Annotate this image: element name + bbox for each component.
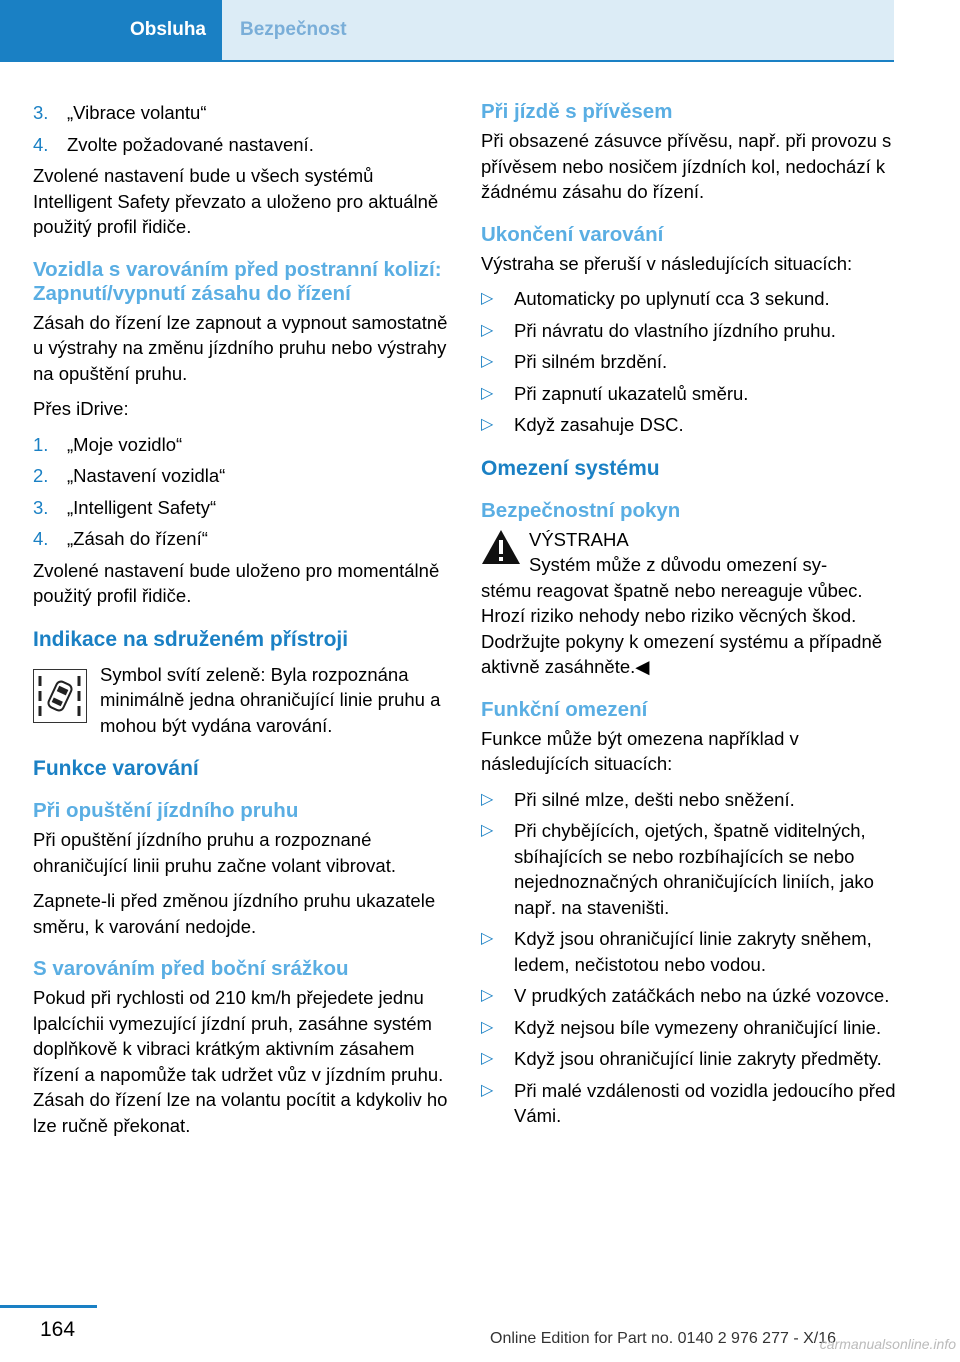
warning-title: VÝSTRAHA — [529, 528, 629, 550]
list-item: 4. Zvolte požadované nastavení. — [33, 133, 314, 155]
list-item: ▷ Při zapnutí ukazatelů směru. — [481, 381, 896, 407]
right-column — [481, 100, 896, 1135]
paragraph: Při opuštění jízdního pruhu a rozpoznané ohraničující linii pruhu začne volant vibrovat. — [33, 829, 396, 876]
bullet-arrow-icon: ▷ — [481, 290, 494, 307]
warning-text-first: Systém může z důvodu omezení sy‐ — [529, 554, 828, 575]
bullet-arrow-icon: ▷ — [481, 790, 494, 808]
bullet-arrow-icon: ▷ — [481, 416, 494, 433]
list-item: 3. „Intelligent Safety“ — [33, 496, 217, 518]
bullet-arrow-icon: ▷ — [481, 987, 494, 1004]
footer-divider — [0, 1305, 97, 1308]
section-heading: Omezení systému — [481, 456, 660, 480]
list-item: 3. „Vibrace volantu“ — [33, 102, 207, 123]
tab-obsluha[interactable]: Obsluha — [0, 0, 222, 60]
section-heading: Vozidla s varováním před postranní kolizí: Zapnutí/vypnutí zásahu do řízení — [33, 257, 442, 305]
watermark: carmanualsonline.info — [819, 1336, 956, 1352]
warning-triangle-icon — [481, 529, 521, 565]
bullet-arrow-icon: ▷ — [481, 930, 494, 947]
bullet-arrow-icon: ▷ — [481, 384, 494, 402]
subsection-heading: Funkční omezení — [481, 697, 648, 721]
paragraph: Pokud při rychlosti od 210 km/h přejedete jednu lpalcíchii vymezující jízdní pruh, zasáhne systém doplňkově k vibraci krátkým aktivním zásahem řízení a napomůže tak udržet vůz v jízdním pruhu. Zásah do řízení lze na volantu pocítit a kdykoliv ho lze ručně překonat. — [33, 987, 448, 1136]
paragraph: Přes iDrive: — [33, 398, 129, 419]
paragraph: Zapnete-li před změnou jízdního pruhu ukazatele směru, k varování nedojde. — [33, 890, 436, 937]
section-heading: Indikace na sdruženém přístroji — [33, 627, 349, 651]
list-item: ▷ V prudkých zatáčkách nebo na úzké vozovce. — [481, 983, 896, 1009]
list-item: ▷ Když jsou ohraničující linie zakryty sněhem, ledem, nečistotou nebo vodou. — [481, 928, 872, 975]
symbol-description: Symbol svítí zeleně: Byla rozpoznána minimálně jedna ohraničující linie pruhu a mohou být vydána varování. — [100, 663, 441, 736]
left-column — [33, 100, 448, 1148]
subsection-heading: Při jízdě s přívěsem — [481, 100, 673, 123]
list-item: ▷ Když nejsou bíle vymezeny ohraničující linie. — [481, 1015, 896, 1041]
list-item: ▷ Při malé vzdálenosti od vozidla jedoucího před Vámi. — [481, 1079, 896, 1126]
paragraph: Funkce může být omezena například v následujících situacích: — [481, 727, 799, 774]
subsection-heading: Při opuštění jízdního pruhu — [33, 799, 299, 822]
indicator-symbol-row — [33, 662, 448, 739]
subsection-heading: Ukončení varování — [481, 222, 664, 246]
list-item: ▷ Při silné mlze, dešti nebo sněžení. — [481, 787, 896, 813]
limitations-list — [481, 787, 896, 1129]
paragraph: Zásah do řízení lze zapnout a vypnout samostatně u výstrahy na změnu jízdního pruhu nebo výstrahy na opuštění pruhu. — [33, 311, 448, 384]
list-item: 4. „Zásah do řízení“ — [33, 528, 208, 549]
list-item: ▷ Automaticky po uplynutí cca 3 sekund. — [481, 286, 896, 312]
list-item: 2. „Nastavení vozidla“ — [33, 465, 226, 486]
section-heading: Funkce varování — [33, 757, 199, 780]
warning-text: stému reagovat špatně nebo nereaguje vůbec. Hrozí riziko nehody nebo riziko věcných škod. Dodržujte pokyny k omezení systému a případně aktivně zasáhněte.◀ — [481, 579, 883, 677]
warning-notice — [481, 527, 896, 680]
bullet-arrow-icon: ▷ — [481, 1050, 494, 1067]
lane-departure-icon — [33, 669, 87, 723]
page-number: 164 — [40, 1318, 76, 1341]
termination-list — [481, 286, 896, 438]
list-item: ▷ Při chybějících, ojetých, špatně viditelných, sbíhajících se nebo rozbíhajících se nebo nejednoznačných ohraničujících liniích, jako např. na staveništi. — [481, 820, 874, 918]
edition-info: Online Edition for Part no. 0140 2 976 277 - X/16 — [490, 1330, 837, 1347]
bullet-arrow-icon: ▷ — [481, 321, 494, 339]
header-divider — [0, 60, 894, 62]
list-item: 1. „Moje vozidlo“ — [33, 433, 183, 455]
list-item: ▷ Při návratu do vlastního jízdního pruhu. — [481, 318, 896, 344]
bullet-arrow-icon: ▷ — [481, 1081, 494, 1099]
paragraph: Zvolené nastavení bude u všech systémů Intelligent Safety převzato a uloženo pro aktuálně použitý profil řidiče. — [33, 165, 439, 237]
steps-list-continued — [33, 100, 448, 157]
paragraph: Zvolené nastavení bude uloženo pro momentálně použitý profil řidiče. — [33, 559, 440, 606]
list-item: ▷ Když zasahuje DSC. — [481, 412, 896, 438]
idrive-steps-list — [33, 432, 448, 552]
subsection-heading: S varováním před boční srážkou — [33, 957, 349, 980]
list-item: ▷ Když jsou ohraničující linie zakryty předměty. — [481, 1046, 896, 1072]
paragraph: Výstraha se přeruší v následujících situacích: — [481, 252, 853, 274]
list-item: ▷ Při silném brzdění. — [481, 349, 896, 375]
bullet-arrow-icon: ▷ — [481, 353, 494, 370]
subsection-heading: Bezpečnostní pokyn — [481, 498, 681, 522]
header-tabs — [0, 0, 894, 62]
bullet-arrow-icon: ▷ — [481, 1018, 494, 1036]
tab-bezpecnost[interactable]: Bezpečnost — [222, 0, 894, 60]
paragraph: Při obsazené zásuvce přívěsu, např. při provozu s přívěsem nebo nosičem jízdních kol, nedochází k žádnému zásahu do řízení. — [481, 130, 892, 202]
bullet-arrow-icon: ▷ — [481, 822, 494, 839]
